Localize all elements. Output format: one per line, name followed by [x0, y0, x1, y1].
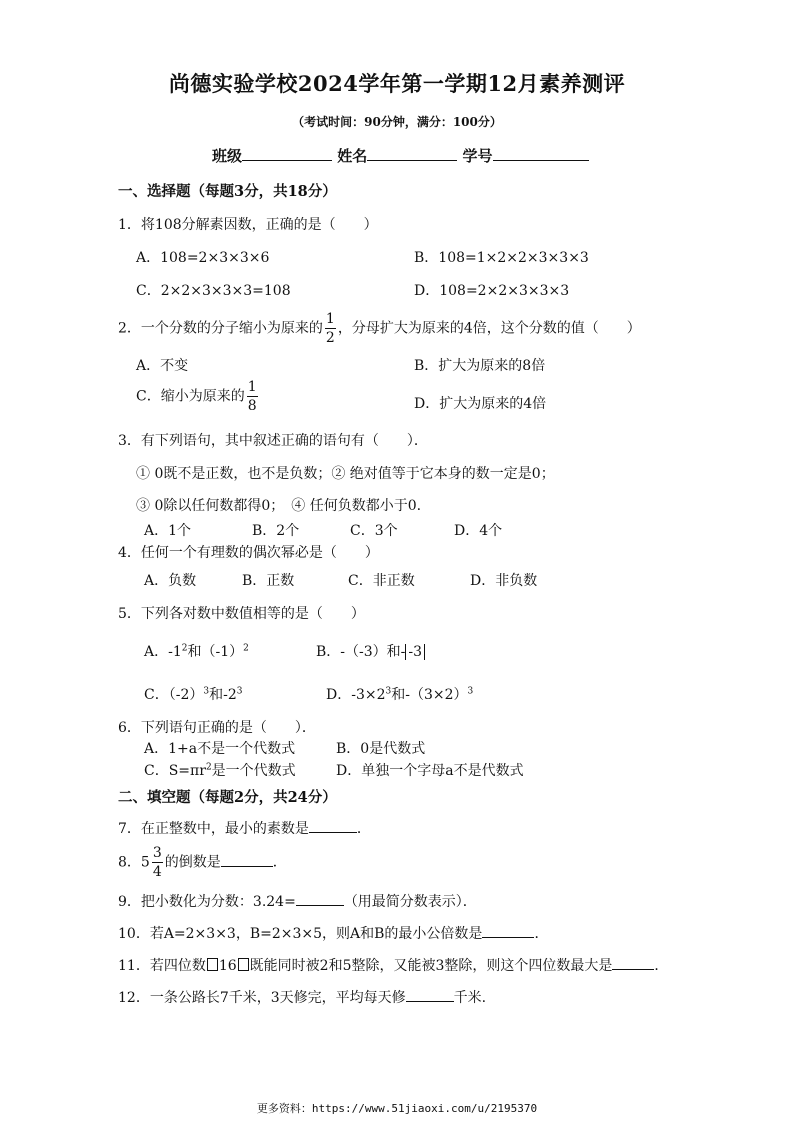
q1-option-c: C．2×2×3×3×3=108	[136, 283, 291, 299]
q12-text: 12．一条公路长7千米，3天修完，平均每天修	[118, 990, 406, 1006]
q10-end: ．	[534, 926, 549, 942]
q6-c-exp: 2	[205, 762, 212, 773]
q6-option-c	[144, 760, 296, 780]
q6-option-d: D．单独一个字母a不是代数式	[336, 763, 524, 779]
exam-title: 尚德实验学校2024学年第一学期12月素养测评	[168, 71, 626, 96]
q7-answer-blank[interactable]	[309, 818, 357, 833]
q2-fraction	[325, 312, 336, 345]
q2-c-frac-num: 1	[247, 379, 257, 395]
q8-end: ．	[272, 854, 287, 871]
name-label: 姓名	[337, 147, 368, 165]
q5-b-abs-value: -3	[405, 644, 425, 660]
class-blank[interactable]	[242, 146, 332, 161]
q9-answer-blank[interactable]	[296, 891, 344, 906]
q3-option-d: D．4个	[454, 523, 503, 539]
name-blank[interactable]	[367, 146, 457, 161]
q1-option-d: D．108=2×2×3×3×3	[414, 283, 570, 299]
q4-stem: 4．任何一个有理数的偶次幂必是（ ）	[118, 545, 379, 561]
q5-d-expr1: -3×2	[351, 687, 386, 703]
q11-answer-blank[interactable]	[612, 955, 654, 970]
q11-text-2: 既能同时被2和5整除，又能被3整除，则这个四位数最大是	[249, 958, 613, 974]
q8-text: 的倒数是	[164, 854, 221, 871]
q11-digit-box-1	[207, 958, 218, 971]
q3-stem: 3．有下列语句，其中叙述正确的语句有（ ）．	[118, 433, 428, 449]
q11-end: ．	[654, 958, 669, 974]
q8-frac-num: 3	[152, 845, 162, 861]
q11-digit-box-2	[238, 958, 249, 971]
q10-text: 10．若A=2×3×3，B=2×3×5，则A和B的最小公倍数是	[118, 926, 483, 942]
q2-frac-num: 1	[325, 311, 335, 327]
q10-answer-blank[interactable]	[482, 923, 534, 938]
q5-option-c	[144, 684, 242, 704]
q12-end: 千米.	[453, 990, 487, 1006]
q2-stem-part1: 2．一个分数的分子缩小为原来的	[118, 320, 323, 337]
q11-text: 11．若四位数	[118, 958, 206, 974]
q5-option-b	[316, 641, 425, 661]
id-blank[interactable]	[493, 146, 589, 161]
q8-whole: 5	[140, 854, 150, 871]
q9-text: 9．把小数化为分数：3.24=	[118, 894, 296, 910]
q5-d-exp1: 3	[385, 686, 392, 697]
q3-option-a: A．1个	[144, 523, 192, 539]
q5-a-label: A．	[144, 644, 169, 660]
q1-option-a: A．108=2×3×3×6	[136, 250, 270, 266]
q4-option-a: A．负数	[144, 573, 197, 589]
q4-option-b: B．正数	[242, 573, 295, 589]
q6-option-a: A．1+a不是一个代数式	[144, 741, 296, 757]
q5-a-exp1: 2	[181, 643, 188, 654]
q5-b-expr: -（-3）和-	[340, 644, 406, 660]
q12	[118, 987, 486, 1007]
q1-stem: 1．将108分解素因数，正确的是（ ）	[118, 217, 378, 233]
q5-option-d	[326, 684, 473, 704]
q5-c-exp1: 3	[203, 686, 210, 697]
exam-subtitle: （考试时间：90分钟，满分：100分）	[292, 115, 502, 129]
q2-option-c	[136, 380, 260, 413]
q2-frac-den: 2	[325, 330, 335, 346]
q5-c-exp2: 3	[236, 686, 243, 697]
q5-a-exp2: 2	[243, 643, 249, 654]
q1-option-b: B．108=1×2×2×3×3×3	[414, 250, 589, 266]
student-info	[212, 145, 589, 166]
q8-frac-den: 4	[152, 864, 162, 880]
section-choice-title: 一、选择题（每题3分，共18分）	[118, 183, 337, 200]
q7	[118, 818, 371, 838]
q5-option-a	[144, 641, 249, 661]
q12-answer-blank[interactable]	[406, 987, 454, 1002]
q7-text: 7．在正整数中，最小的素数是	[118, 821, 309, 837]
q11	[118, 955, 668, 975]
section-fill-title: 二、填空题（每题2分，共24分）	[118, 789, 337, 806]
q2-option-c-text: C．缩小为原来的	[136, 388, 245, 405]
q6-c-text: 是一个代数式	[211, 763, 296, 779]
q9	[118, 891, 477, 911]
q2-option-b: B．扩大为原来的8倍	[414, 358, 546, 374]
q5-c-expr1: （-2）	[168, 687, 204, 703]
id-label: 学号	[462, 147, 493, 165]
q5-d-label: D．	[326, 687, 352, 703]
q2-option-a: A．不变	[136, 358, 189, 374]
q5-a-mid: 和（-1）	[187, 644, 244, 660]
q5-a-expr1: -1	[168, 644, 182, 660]
q2-option-d: D．扩大为原来的4倍	[414, 396, 547, 412]
q4-option-d: D．非负数	[470, 573, 538, 589]
q5-b-label: B．	[316, 644, 341, 660]
q3-statement-line1: ① 0既不是正数，也不是负数；② 绝对值等于它本身的数一定是0；	[136, 466, 555, 482]
q2-stem	[118, 312, 641, 345]
q8-label: 8．	[118, 854, 141, 871]
q6-c-expr: C．S=πr	[144, 763, 206, 779]
q11-digits: 16	[218, 958, 237, 974]
q3-option-b: B．2个	[252, 523, 300, 539]
q5-d-exp2: 3	[467, 686, 474, 697]
q8-fraction	[152, 846, 163, 879]
q5-c-label: C．	[144, 687, 169, 703]
q5-c-mid: 和-2	[209, 687, 237, 703]
q2-stem-part2: ，分母扩大为原来的4倍，这个分数的值（ ）	[337, 320, 641, 337]
q6-option-b: B．0是代数式	[336, 741, 426, 757]
q5-d-mid: 和-（3×2）	[391, 687, 468, 703]
q7-end: ．	[356, 821, 371, 837]
q2-option-c-fraction	[247, 380, 258, 413]
footer-source-link[interactable]: 更多资料：https://www.51jiaoxi.com/u/2195370	[256, 1102, 538, 1115]
q9-end: （用最简分数表示）．	[343, 894, 477, 910]
q8	[118, 846, 287, 879]
q6-stem: 6．下列语句正确的是（ ）．	[118, 720, 316, 736]
q8-answer-blank[interactable]	[221, 852, 273, 867]
class-label: 班级	[212, 147, 243, 165]
q5-stem: 5．下列各对数中数值相等的是（ ）	[118, 606, 365, 622]
q2-c-frac-den: 8	[247, 398, 257, 414]
q3-statement-line2: ③ 0除以任何数都得0； ④ 任何负数都小于0.	[136, 498, 422, 514]
q4-option-c: C．非正数	[348, 573, 415, 589]
q3-option-c: C．3个	[350, 523, 398, 539]
q10	[118, 923, 548, 943]
